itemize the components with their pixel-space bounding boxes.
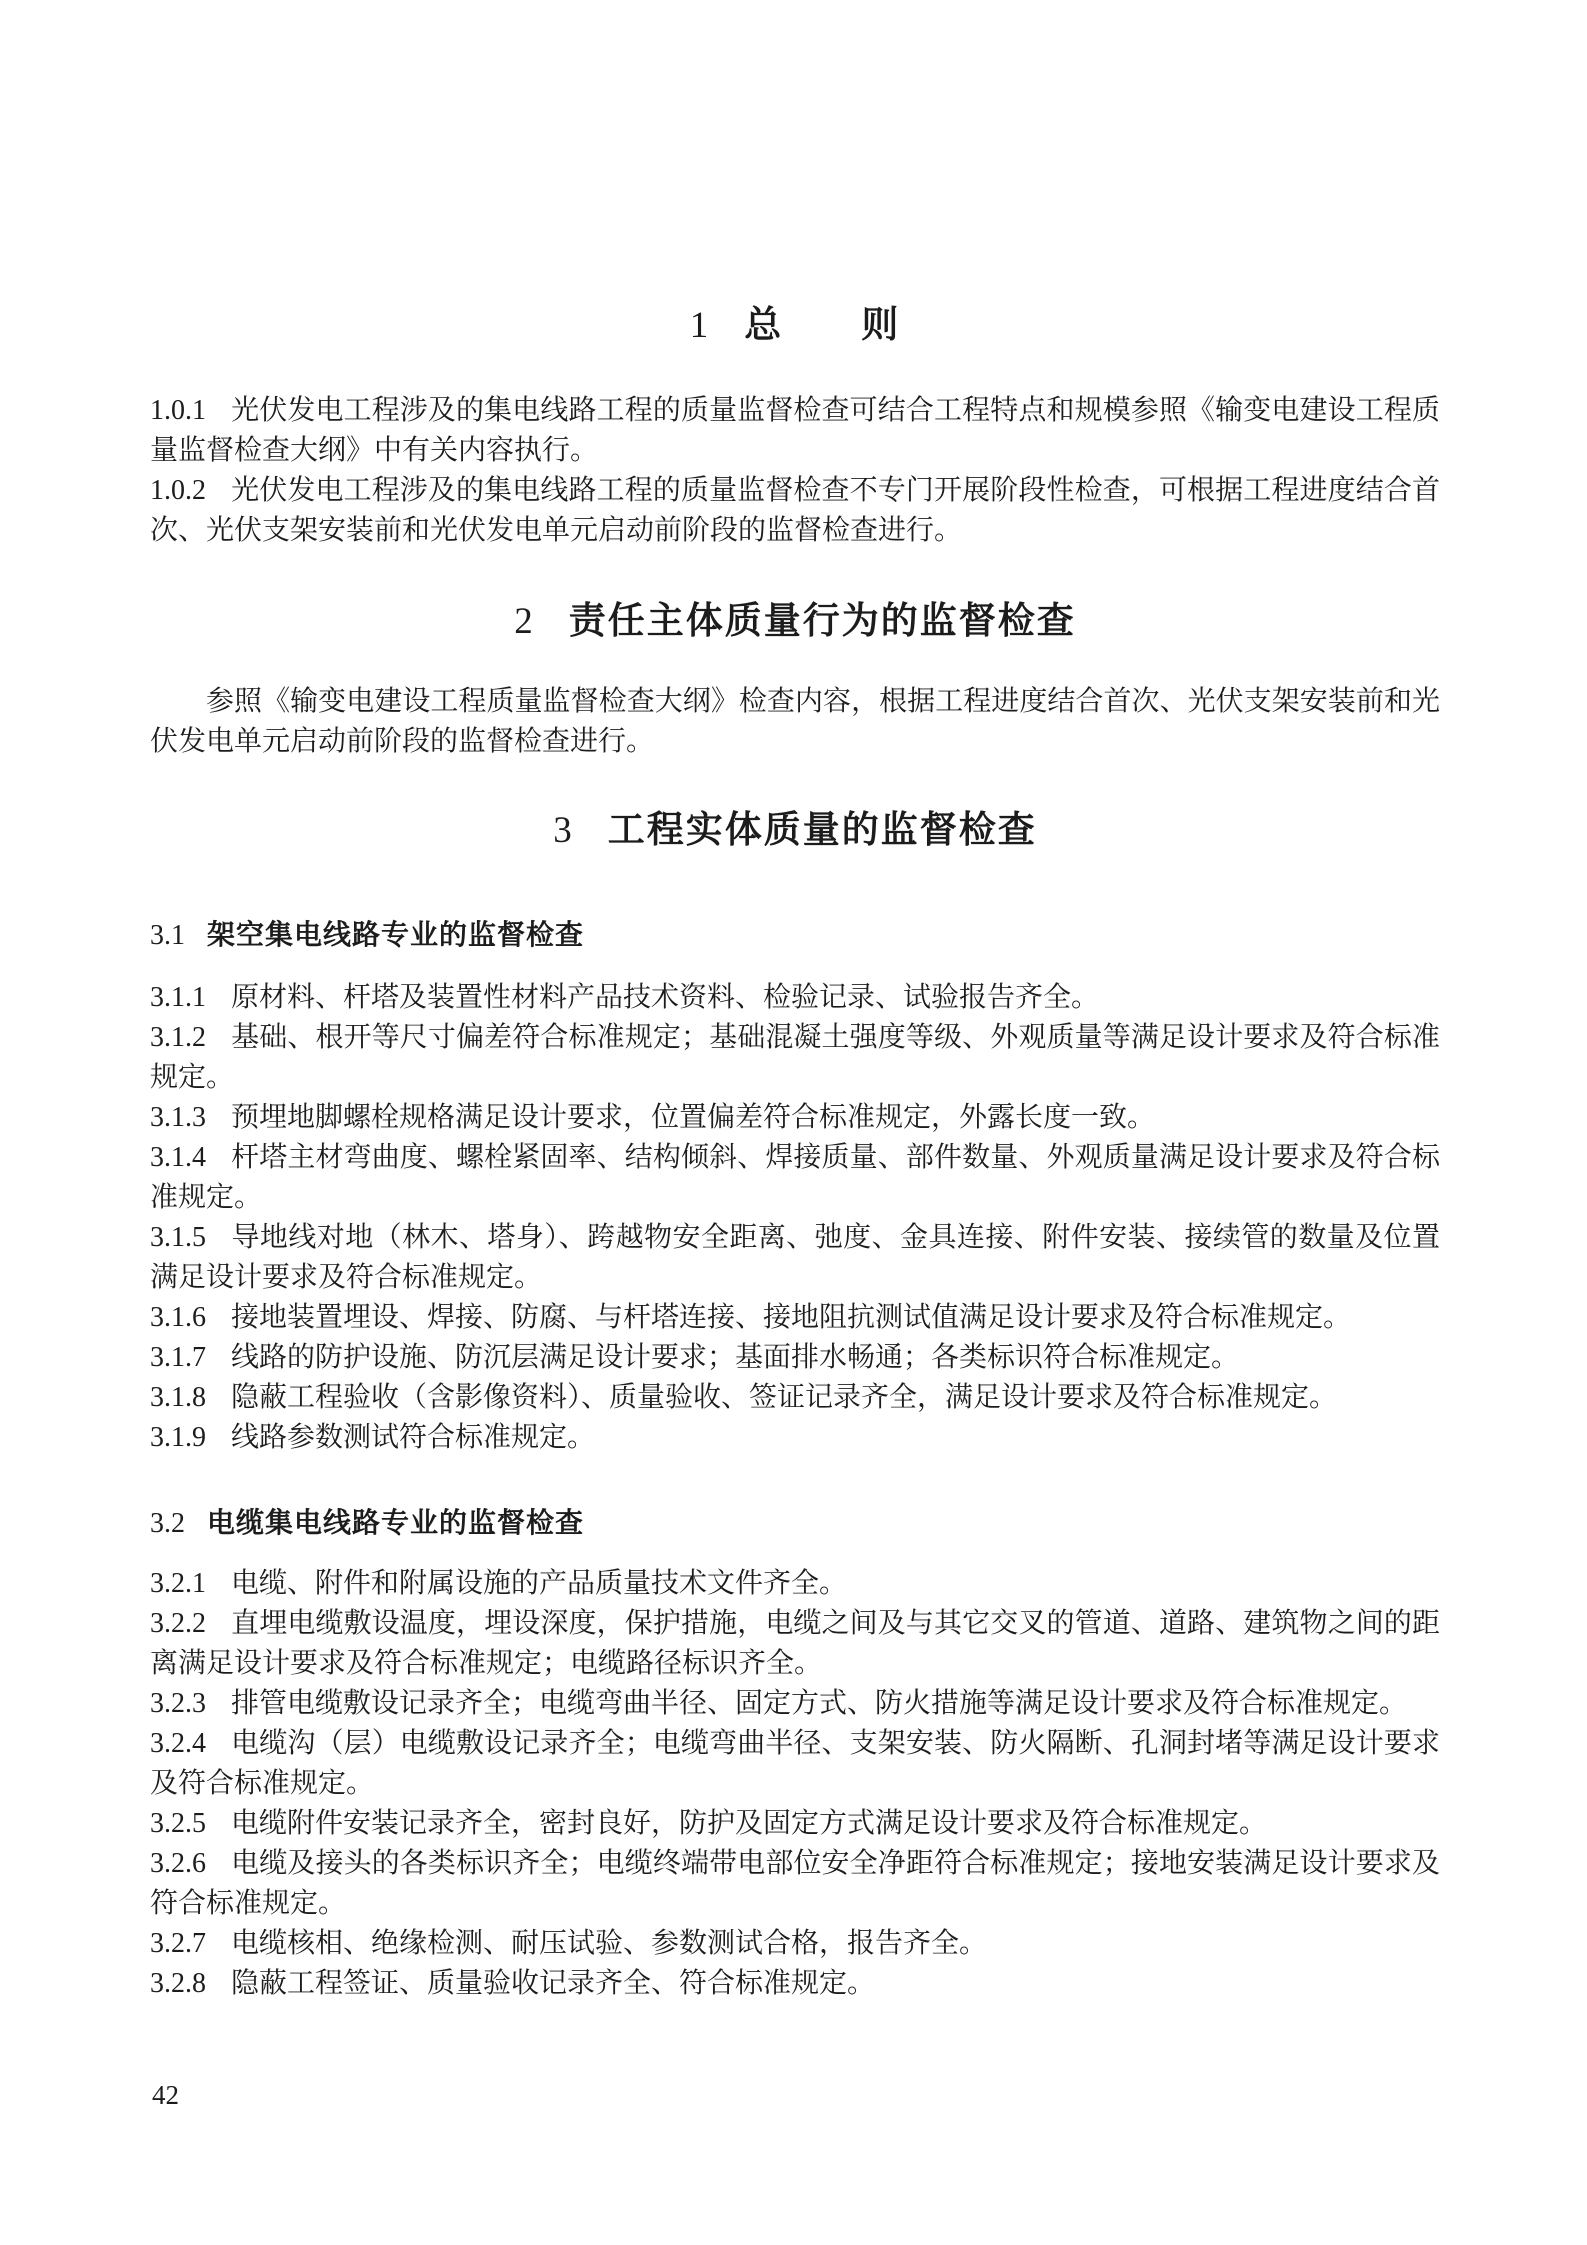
section-3-1-heading bbox=[150, 915, 1440, 956]
clause-text: 隐蔽工程验收（含影像资料）、质量验收、签证记录齐全，满足设计要求及符合标准规定。 bbox=[231, 1382, 1338, 1413]
clause-number: 3.1.1 bbox=[150, 982, 206, 1013]
clause-3-1-9 bbox=[150, 1418, 1440, 1458]
clause-text: 电缆及接头的各类标识齐全；电缆终端带电部位安全净距符合标准规定；接地安装满足设计要求及符合标准规定。 bbox=[150, 1848, 1440, 1919]
section-3-2-number: 3.2 bbox=[150, 1508, 185, 1539]
clause-3-1-5 bbox=[150, 1218, 1440, 1298]
clause-text: 预埋地脚螺栓规格满足设计要求，位置偏差符合标准规定，外露长度一致。 bbox=[231, 1102, 1156, 1133]
clause-3-1-4 bbox=[150, 1138, 1440, 1218]
clause-3-1-1 bbox=[150, 978, 1440, 1018]
clause-number: 3.1.8 bbox=[150, 1382, 206, 1413]
clause-text: 线路的防护设施、防沉层满足设计要求；基面排水畅通；各类标识符合标准规定。 bbox=[231, 1342, 1240, 1373]
clause-3-1-8 bbox=[150, 1378, 1440, 1418]
clause-text: 光伏发电工程涉及的集电线路工程的质量监督检查可结合工程特点和规模参照《输变电建设工程质量监督检查大纲》中有关内容执行。 bbox=[150, 395, 1440, 466]
clause-text: 基础、根开等尺寸偏差符合标准规定；基础混凝土强度等级、外观质量等满足设计要求及符合标准规定。 bbox=[150, 1022, 1440, 1093]
clause-number: 3.1.5 bbox=[150, 1222, 206, 1253]
clause-number: 1.0.1 bbox=[150, 395, 206, 426]
clause-3-2-3 bbox=[150, 1684, 1440, 1724]
clause-number: 3.2.3 bbox=[150, 1688, 206, 1719]
section-3-1-number: 3.1 bbox=[150, 920, 185, 951]
chapter-2-heading bbox=[150, 596, 1440, 647]
clause-3-2-2 bbox=[150, 1604, 1440, 1684]
clause-text: 杆塔主材弯曲度、螺栓紧固率、结构倾斜、焊接质量、部件数量、外观质量满足设计要求及符合标准规定。 bbox=[150, 1142, 1440, 1213]
chapter-2-title: 责任主体质量行为的监督检查 bbox=[568, 600, 1076, 641]
section-3-1-title: 架空集电线路专业的监督检查 bbox=[207, 919, 585, 950]
clause-number: 3.2.5 bbox=[150, 1808, 206, 1839]
page-content bbox=[150, 300, 1440, 2004]
clause-text: 电缆附件安装记录齐全，密封良好，防护及固定方式满足设计要求及符合标准规定。 bbox=[231, 1808, 1268, 1839]
clause-3-2-7 bbox=[150, 1924, 1440, 1964]
clause-text: 接地装置埋设、焊接、防腐、与杆塔连接、接地阻抗测试值满足设计要求及符合标准规定。 bbox=[231, 1302, 1352, 1333]
chapter-1-title: 总 则 bbox=[744, 304, 901, 345]
clause-number: 3.2.2 bbox=[150, 1608, 206, 1639]
section-3-2-title: 电缆集电线路专业的监督检查 bbox=[207, 1507, 585, 1538]
clause-text: 电缆核相、绝缘检测、耐压试验、参数测试合格，报告齐全。 bbox=[231, 1928, 988, 1959]
chapter-3-title: 工程实体质量的监督检查 bbox=[607, 809, 1037, 850]
clause-number: 3.2.7 bbox=[150, 1928, 206, 1959]
section-3-2-heading bbox=[150, 1503, 1440, 1544]
clause-number: 1.0.2 bbox=[150, 475, 206, 506]
clause-3-1-2 bbox=[150, 1018, 1440, 1098]
chapter-1-heading bbox=[150, 300, 1440, 351]
chapter-2-paragraph: 参照《输变电建设工程质量监督检查大纲》检查内容，根据工程进度结合首次、光伏支架安装前和光伏发电单元启动前阶段的监督检查进行。 bbox=[150, 686, 1440, 757]
page-number: 42 bbox=[152, 2080, 179, 2110]
clause-3-2-6 bbox=[150, 1844, 1440, 1924]
clause-text: 隐蔽工程签证、质量验收记录齐全、符合标准规定。 bbox=[231, 1968, 876, 1999]
clause-number: 3.1.6 bbox=[150, 1302, 206, 1333]
chapter-1-number: 1 bbox=[689, 305, 709, 346]
clause-1-0-2 bbox=[150, 471, 1440, 551]
clause-3-1-7 bbox=[150, 1338, 1440, 1378]
clause-number: 3.2.8 bbox=[150, 1968, 206, 1999]
section-3-2-clauses bbox=[150, 1564, 1440, 2004]
chapter-2-number: 2 bbox=[514, 601, 533, 642]
clause-number: 3.1.9 bbox=[150, 1422, 206, 1453]
clause-number: 3.2.4 bbox=[150, 1728, 206, 1759]
section-3-1-clauses bbox=[150, 978, 1440, 1458]
clause-text: 光伏发电工程涉及的集电线路工程的质量监督检查不专门开展阶段性检查，可根据工程进度结合首次、光伏支架安装前和光伏发电单元启动前阶段的监督检查进行。 bbox=[150, 475, 1440, 546]
clause-3-1-6 bbox=[150, 1298, 1440, 1338]
clause-text: 排管电缆敷设记录齐全；电缆弯曲半径、固定方式、防火措施等满足设计要求及符合标准规定。 bbox=[231, 1688, 1408, 1719]
clause-number: 3.2.1 bbox=[150, 1568, 206, 1599]
clause-number: 3.1.7 bbox=[150, 1342, 206, 1373]
clause-text: 导地线对地（林木、塔身）、跨越物安全距离、弛度、金具连接、附件安装、接续管的数量及位置满足设计要求及符合标准规定。 bbox=[150, 1222, 1440, 1293]
clause-3-1-3 bbox=[150, 1098, 1440, 1138]
clause-text: 线路参数测试符合标准规定。 bbox=[231, 1422, 596, 1453]
clause-text: 电缆沟（层）电缆敷设记录齐全；电缆弯曲半径、支架安装、防火隔断、孔洞封堵等满足设计要求及符合标准规定。 bbox=[150, 1728, 1440, 1799]
chapter-3-number: 3 bbox=[553, 810, 572, 851]
clause-text: 电缆、附件和附属设施的产品质量技术文件齐全。 bbox=[231, 1568, 848, 1599]
clause-number: 3.2.6 bbox=[150, 1848, 206, 1879]
clause-3-2-8 bbox=[150, 1964, 1440, 2004]
clause-text: 直埋电缆敷设温度，埋设深度，保护措施，电缆之间及与其它交叉的管道、道路、建筑物之间的距离满足设计要求及符合标准规定；电缆路径标识齐全。 bbox=[150, 1608, 1440, 1679]
clause-number: 3.1.3 bbox=[150, 1102, 206, 1133]
clause-text: 原材料、杆塔及装置性材料产品技术资料、检验记录、试验报告齐全。 bbox=[231, 982, 1100, 1013]
clause-1-0-1 bbox=[150, 391, 1440, 471]
clause-number: 3.1.2 bbox=[150, 1022, 206, 1053]
clause-number: 3.1.4 bbox=[150, 1142, 206, 1173]
clause-3-2-1 bbox=[150, 1564, 1440, 1604]
chapter-3-heading bbox=[150, 805, 1440, 856]
clause-3-2-4 bbox=[150, 1724, 1440, 1804]
clause-3-2-5 bbox=[150, 1804, 1440, 1844]
